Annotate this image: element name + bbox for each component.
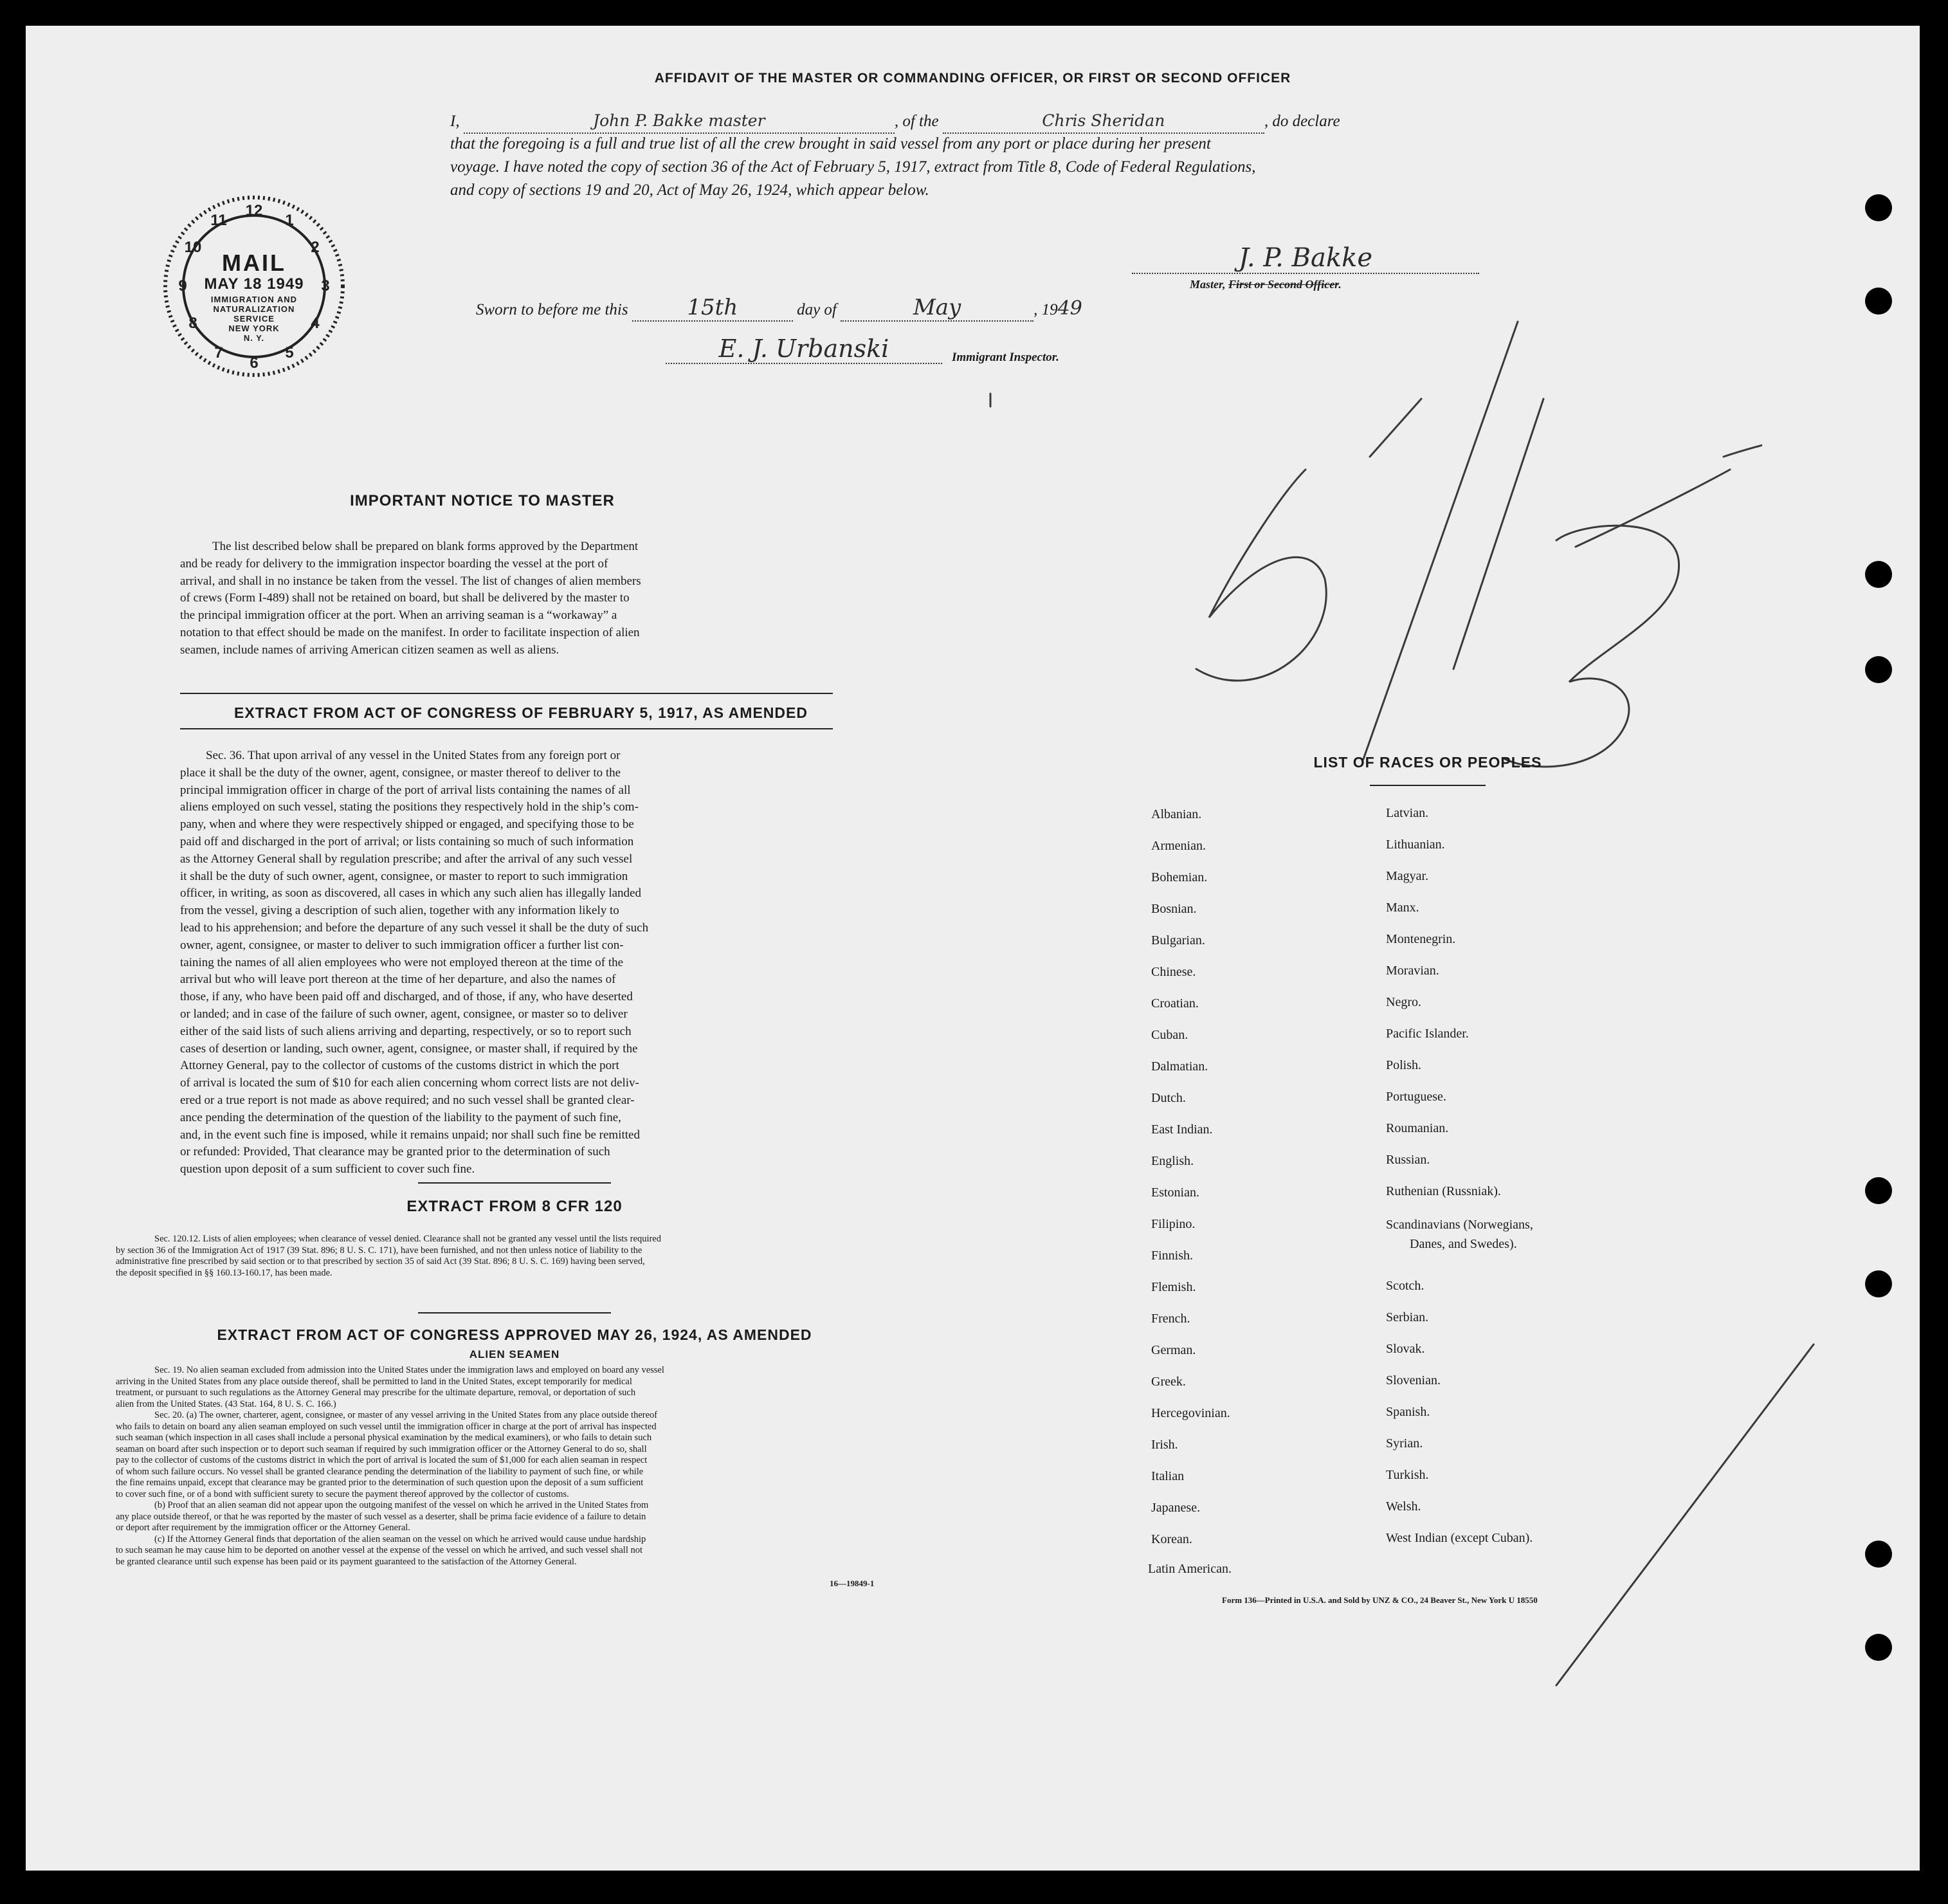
cfr-body [116, 1234, 920, 1279]
race-left: Bulgarian. [1151, 933, 1205, 947]
vessel-name-field: Chris Sheridan [943, 109, 1264, 134]
stamp-line: SERVICE [233, 314, 275, 324]
extract-1917-line: aliens employed on such vessel, stating the positions they respectively hold in the ship’s com- [180, 800, 639, 814]
race-left: Japanese. [1151, 1501, 1201, 1515]
race-right: Serbian. [1386, 1310, 1429, 1324]
extract-1924-line: who fails to detain on board any alien seaman employed on such vessel until the immigration officer in charge at the port of arrival has inspected [116, 1421, 657, 1432]
notice-line: seamen, include names of arriving American citizen seamen as well as aliens. [180, 643, 560, 657]
extract-1924-line: the fine remains unpaid, except that clearance may be granted prior to the determination of such question upon the deposit of a sum sufficient [116, 1478, 644, 1488]
stamp-line: IMMIGRATION AND [210, 295, 298, 304]
stamp-ring-number: 5 [285, 344, 294, 362]
race-right: Portuguese. [1386, 1090, 1446, 1104]
notice-title: IMPORTANT NOTICE TO MASTER [350, 492, 615, 509]
binder-hole [1865, 561, 1892, 588]
race-left: Dutch. [1151, 1091, 1186, 1105]
extract-1924-line: (b) Proof that an alien seaman did not appear upon the outgoing manifest of the vessel on which he arrived in the United States from [154, 1500, 649, 1510]
cfr-line: administrative fine prescribed by said section or to that prescribed by section 35 of said Act (39 Stat. 896; 8 U. S. C. 169) having been served, [116, 1256, 645, 1267]
stamp-line: NEW YORK [228, 324, 280, 333]
cfr-line: the deposit specified in §§ 160.13-160.17, has been made. [116, 1267, 332, 1278]
stamp-ring-number: 7 [214, 344, 223, 362]
stamp-ring-number: 8 [188, 315, 197, 332]
notice-line: and be ready for delivery to the immigration inspector boarding the vessel at the port of [180, 556, 608, 571]
notice-body [180, 538, 833, 659]
master-signature: J. P. Bakke [1132, 243, 1479, 274]
cfr-title: EXTRACT FROM 8 CFR 120 [406, 1198, 623, 1215]
of-the-label: , of the [894, 113, 939, 130]
printer-footer: Form 136—Printed in U.S.A. and Sold by UNZ & CO., 24 Beaver St., New York U 18550 [1222, 1595, 1538, 1605]
extract-1917-line: cases of desertion or landing, such owner, agent, consignee, or master shall, if required by the [180, 1041, 638, 1056]
notice-line: of crews (Form I-489) shall not be retained on board, but shall be delivered by the master to [180, 591, 630, 605]
stamp-line: NATURALIZATION [213, 304, 295, 314]
extract-1924-title: EXTRACT FROM ACT OF CONGRESS APPROVED MAY 26, 1924, AS AMENDED [217, 1326, 812, 1343]
signature-caption-master: Master, [1190, 278, 1229, 291]
binder-hole [1865, 1541, 1892, 1568]
race-left: Finnish. [1151, 1249, 1194, 1263]
sworn-day-field: 15th [632, 295, 793, 322]
race-left: English. [1151, 1154, 1194, 1168]
handwritten-5-15-icon [1119, 309, 1762, 823]
race-left: Bosnian. [1151, 902, 1197, 916]
race-right: Pacific Islander. [1386, 1027, 1469, 1041]
extract-1924-line: such seaman (which inspection in all cases shall include a personal physical examination by the medical examiners), or who fails to detain such [116, 1433, 652, 1443]
signature-caption [1190, 278, 1342, 291]
binder-hole [1865, 1177, 1892, 1204]
year-prefix: , 19 [1033, 301, 1058, 318]
race-left: French. [1151, 1312, 1190, 1326]
race-left: Armenian. [1151, 839, 1206, 853]
race-right: Welsh. [1386, 1499, 1421, 1514]
document-page [26, 26, 1920, 1871]
extract-1917-line: Attorney General, pay to the collector of customs of the customs district in which the port [180, 1059, 619, 1073]
extract-1917-line: owner, agent, consignee, or master to deliver to such immigration officer a further list con- [180, 938, 624, 952]
signature-caption-struck: First or Second Officer [1228, 278, 1339, 291]
extract-1924-line: to cover such fine, or of a bond with sufficient surety to secure the payment thereof approved by the collector of customs. [116, 1488, 569, 1499]
extract-1917-line: question upon deposit of a sum sufficient to cover such fine. [180, 1162, 475, 1176]
race-right: West Indian (except Cuban). [1386, 1531, 1533, 1545]
extract-1924-line: treatment, or pursuant to such regulations as the Attorney General may prescribe for the ultimate departure, removal, or deportation of such [116, 1387, 636, 1398]
extract-1924-line: seaman on board after such inspection or to deport such seaman if required by such immigration officer or the Attorney General to do so, shall [116, 1443, 647, 1454]
extract-1917-line: pany, when and where they were respectively shipped or engaged, and specifying those to be [180, 818, 634, 832]
race-left: Croatian. [1151, 996, 1199, 1011]
extract-1924-line: Sec. 19. No alien seaman excluded from admission into the United States under the immigration laws and employed on board any vessel [154, 1365, 664, 1375]
stamp-ring-number: 1 [285, 212, 294, 229]
binder-hole [1865, 656, 1892, 683]
notice-line: The list described below shall be prepared on blank forms approved by the Department [212, 540, 639, 553]
extract-1917-line: from the vessel, giving a description of such alien, together with any information likely to [180, 904, 619, 918]
extract-1924-subtitle: ALIEN SEAMEN [469, 1348, 560, 1360]
extract-1917-title: EXTRACT FROM ACT OF CONGRESS OF FEBRUARY 5, 1917, AS AMENDED [234, 704, 808, 721]
race-right: Montenegrin. [1386, 932, 1456, 946]
binder-hole [1865, 288, 1892, 315]
signature-caption-period: . [1338, 278, 1342, 291]
stamp-date: MAY 18 1949 [204, 275, 304, 293]
race-left: Bohemian. [1151, 870, 1208, 884]
extract-1924-body [116, 1365, 920, 1568]
extract-1924-line: (c) If the Attorney General finds that deportation of the alien seaman on the vessel on which he arrived would cause undue hardship [154, 1533, 646, 1544]
extract-1917-line: ered or a true report is not made as above required; and no such vessel shall be granted clear- [180, 1093, 635, 1107]
stamp-ring-number: 4 [311, 315, 320, 332]
sworn-line [476, 295, 1082, 322]
race-right: Slovenian. [1386, 1373, 1441, 1387]
stamp-ring-number: 3 [321, 277, 330, 295]
race-right: Moravian. [1386, 964, 1439, 978]
race-left: Korean. [1151, 1532, 1192, 1546]
tick-mark-icon [978, 392, 1003, 418]
stamp-ring-number: 6 [250, 354, 259, 372]
extract-1917-line: or refunded: Provided, That clearance may be granted prior to the determination of such [180, 1145, 610, 1159]
mail-stamp [161, 193, 347, 380]
day-of-label: day of [797, 301, 837, 318]
extract-1924-line: Sec. 20. (a) The owner, charterer, agent, consignee, or master of any vessel arriving in the United States from any place outside thereof [154, 1410, 658, 1420]
race-left: Filipino. [1151, 1217, 1196, 1231]
races-rule [1370, 785, 1486, 786]
extract-1917-line: ance pending the determination of the question of the liability to the payment of such fine, [180, 1110, 621, 1124]
race-right: Russian. [1386, 1153, 1430, 1167]
race-left: Italian [1151, 1469, 1185, 1483]
race-left: Cuban. [1151, 1028, 1188, 1042]
race-right: Ruthenian (Russniak). [1386, 1184, 1501, 1198]
race-left: Estonian. [1151, 1185, 1199, 1200]
race-left: Chinese. [1151, 965, 1196, 979]
extract-1924-line: pay to the collector of customs of the customs district in which the port of arrival is located the sum of $1,000 for each alien seaman in respect [116, 1455, 648, 1465]
handwritten-date-mark [1119, 309, 1762, 823]
handwritten-slash-icon [1531, 1338, 1839, 1698]
extract-1917-line: as the Attorney General shall by regulation prescribe; and after the arrival of any such vessel [180, 852, 633, 866]
extract-1924-rule [418, 1312, 611, 1314]
binder-hole [1865, 194, 1892, 221]
sworn-prefix: Sworn to before me this [476, 301, 628, 318]
extract-1917-line: taining the names of all alien employees who were not employed thereon at the time of the [180, 955, 624, 969]
extract-1917-line: or landed; and in case of the failure of such owner, agent, consignee, or master so to deliver [180, 1007, 628, 1021]
extract-1924-line: be granted clearance until such expense has been paid or its payment guaranteed to the satisfaction of the Attorney General. [116, 1556, 577, 1567]
extract-1924-line: arriving in the United States from any place outside thereof, shall be permitted to land in the United States, except temporarily for medical [116, 1376, 632, 1387]
stamp-lines [161, 295, 347, 343]
race-right: Latvian. [1386, 806, 1429, 820]
extract-1917-rule [180, 728, 833, 729]
binder-hole [1865, 1634, 1892, 1661]
stamp-ring-number: 9 [178, 277, 187, 295]
extract-1917-line: those, if any, who have been paid off and discharged, and of those, if any, who have deserted [180, 990, 633, 1004]
race-right: Spanish. [1386, 1405, 1430, 1419]
extract-1917-line: either of the said lists of such aliens arriving and departing, respectively, or so to report such [180, 1024, 632, 1038]
extract-1917-line: lead to his apprehension; and before the departure of any such vessel it shall be the duty of such [180, 920, 649, 935]
race-left: Flemish. [1151, 1280, 1196, 1294]
extract-1924-line: any place outside thereof, or that he was reported by the master of such vessel as a deserter, shall be prima facie evidence of a failure to detain [116, 1511, 646, 1522]
stamp-ring-number: 10 [184, 239, 202, 256]
race-left: Albanian. [1151, 807, 1202, 821]
extract-1917-line: place it shall be the duty of the owner, agent, consignee, or master thereof to deliver to the [180, 765, 621, 780]
race-right: Scandinavians (Norwegians, [1386, 1218, 1533, 1232]
race-right: Turkish. [1386, 1468, 1429, 1482]
notice-rule [180, 693, 833, 694]
race-right: Danes, and Swedes). [1410, 1237, 1517, 1251]
race-left: Greek. [1151, 1375, 1186, 1389]
extract-1917-line: and, in the event such fine is imposed, while it remains unpaid; nor shall such fine be remitted [180, 1128, 640, 1142]
affidavit-title: AFFIDAVIT OF THE MASTER OR COMMANDING OFFICER, OR FIRST OR SECOND OFFICER [654, 71, 1291, 86]
cfr-line: Sec. 120.12. Lists of alien employees; when clearance of vessel denied. Clearance shall not be granted any vessel until the lists required [154, 1234, 661, 1244]
inspector-caption: Immigrant Inspector. [952, 351, 1059, 364]
affidavit-prefix: I, [450, 113, 460, 130]
extract-1917-line: arrival but who will leave port thereon at the time of her departure, and also the names of [180, 973, 616, 987]
stamp-ring-number: 12 [245, 202, 263, 219]
race-left: Dalmatian. [1151, 1059, 1208, 1074]
extract-1917-line: officer, in writing, as soon as discovered, all cases in which any such alien has illegally landed [180, 886, 641, 901]
extract-1917-body [180, 747, 833, 1178]
stamp-mail-text: MAIL [222, 250, 286, 276]
binder-hole [1865, 1270, 1892, 1297]
extract-1924-line: to such seaman he may cause him to be deported on another vessel at the expense of the vessel on which he arrived, and such vessel shall not [116, 1545, 643, 1555]
extract-1924-line: or deport after requirement by the immigration officer or the Attorney General. [116, 1523, 410, 1533]
declaration-line-1: that the foregoing is a full and true list of all the crew brought in said vessel from any port or place during her present [450, 135, 1211, 152]
do-declare-label: , do declare [1264, 113, 1340, 130]
affidavit-line-1 [450, 109, 1492, 134]
race-left: Hercegovinian. [1151, 1406, 1230, 1420]
stamp-ring-number: 2 [311, 239, 320, 256]
sworn-month-field: May [841, 295, 1033, 322]
extract-1917-line: Sec. 36. That upon arrival of any vessel in the United States from any foreign port or [206, 749, 621, 762]
races-title: LIST OF RACES OR PEOPLES [1313, 754, 1542, 771]
master-name-field: John P. Bakke master [464, 109, 895, 134]
race-right: Syrian. [1386, 1436, 1423, 1451]
race-right: Manx. [1386, 901, 1419, 915]
form-number: 16—19849-1 [830, 1579, 875, 1588]
extract-1917-line: it shall be the duty of such owner, agent, consignee, or master to report to such immigration [180, 869, 628, 883]
notice-line: arrival, and shall in no instance be taken from the vessel. The list of changes of alien members [180, 574, 641, 588]
notice-line: notation to that effect should be made on the manifest. In order to facilitate inspection of alien [180, 625, 640, 639]
stamp-line: N. Y. [243, 333, 265, 343]
inspector-signature: E. J. Urbanski [666, 334, 942, 364]
declaration-line-3: and copy of sections 19 and 20, Act of May 26, 1924, which appear below. [450, 181, 929, 199]
race-left: Irish. [1151, 1438, 1178, 1452]
race-right: Slovak. [1386, 1342, 1425, 1356]
extract-1917-line: of arrival is located the sum of $10 for each alien concerning whom correct lists are not deliv- [180, 1076, 639, 1090]
extract-1917-line: principal immigration officer in charge of the port of arrival lists containing the names of all [180, 783, 631, 797]
extract-1917-line: paid off and discharged in the port of arrival; or lists containing so much of such information [180, 834, 634, 848]
race-right: Lithuanian. [1386, 838, 1445, 852]
extract-1924-line: alien from the United States. (43 Stat. 164, 8 U. S. C. 166.) [116, 1398, 336, 1409]
declaration-line-2: voyage. I have noted the copy of section 36 of the Act of February 5, 1917, extract from Title 8, Code of Federal Regulations, [450, 158, 1256, 176]
cfr-line: by section 36 of the Immigration Act of 1917 (39 Stat. 896; 8 U. S. C. 171), have been furnished, and not then unless notice of liability to the [116, 1245, 642, 1256]
stamp-ring-number: 11 [210, 212, 227, 229]
sworn-year-field: 49 [1057, 297, 1082, 320]
notice-line: the principal immigration officer at the port. When an arriving seaman is a “workaway” a [180, 609, 617, 623]
race-left: German. [1151, 1343, 1196, 1357]
cfr-rule-top [418, 1182, 611, 1184]
race-left: East Indian. [1151, 1122, 1213, 1137]
race-right: Scotch. [1386, 1279, 1425, 1293]
extract-1924-line: of whom such failure occurs. No vessel shall be granted clearance pending the determination of the liability to payment of such fine, or while [116, 1466, 644, 1477]
race-right: Roumanian. [1386, 1121, 1449, 1135]
race-left: Latin American. [1148, 1562, 1232, 1576]
race-right: Polish. [1386, 1058, 1422, 1072]
race-right: Magyar. [1386, 869, 1429, 883]
race-right: Negro. [1386, 995, 1421, 1009]
